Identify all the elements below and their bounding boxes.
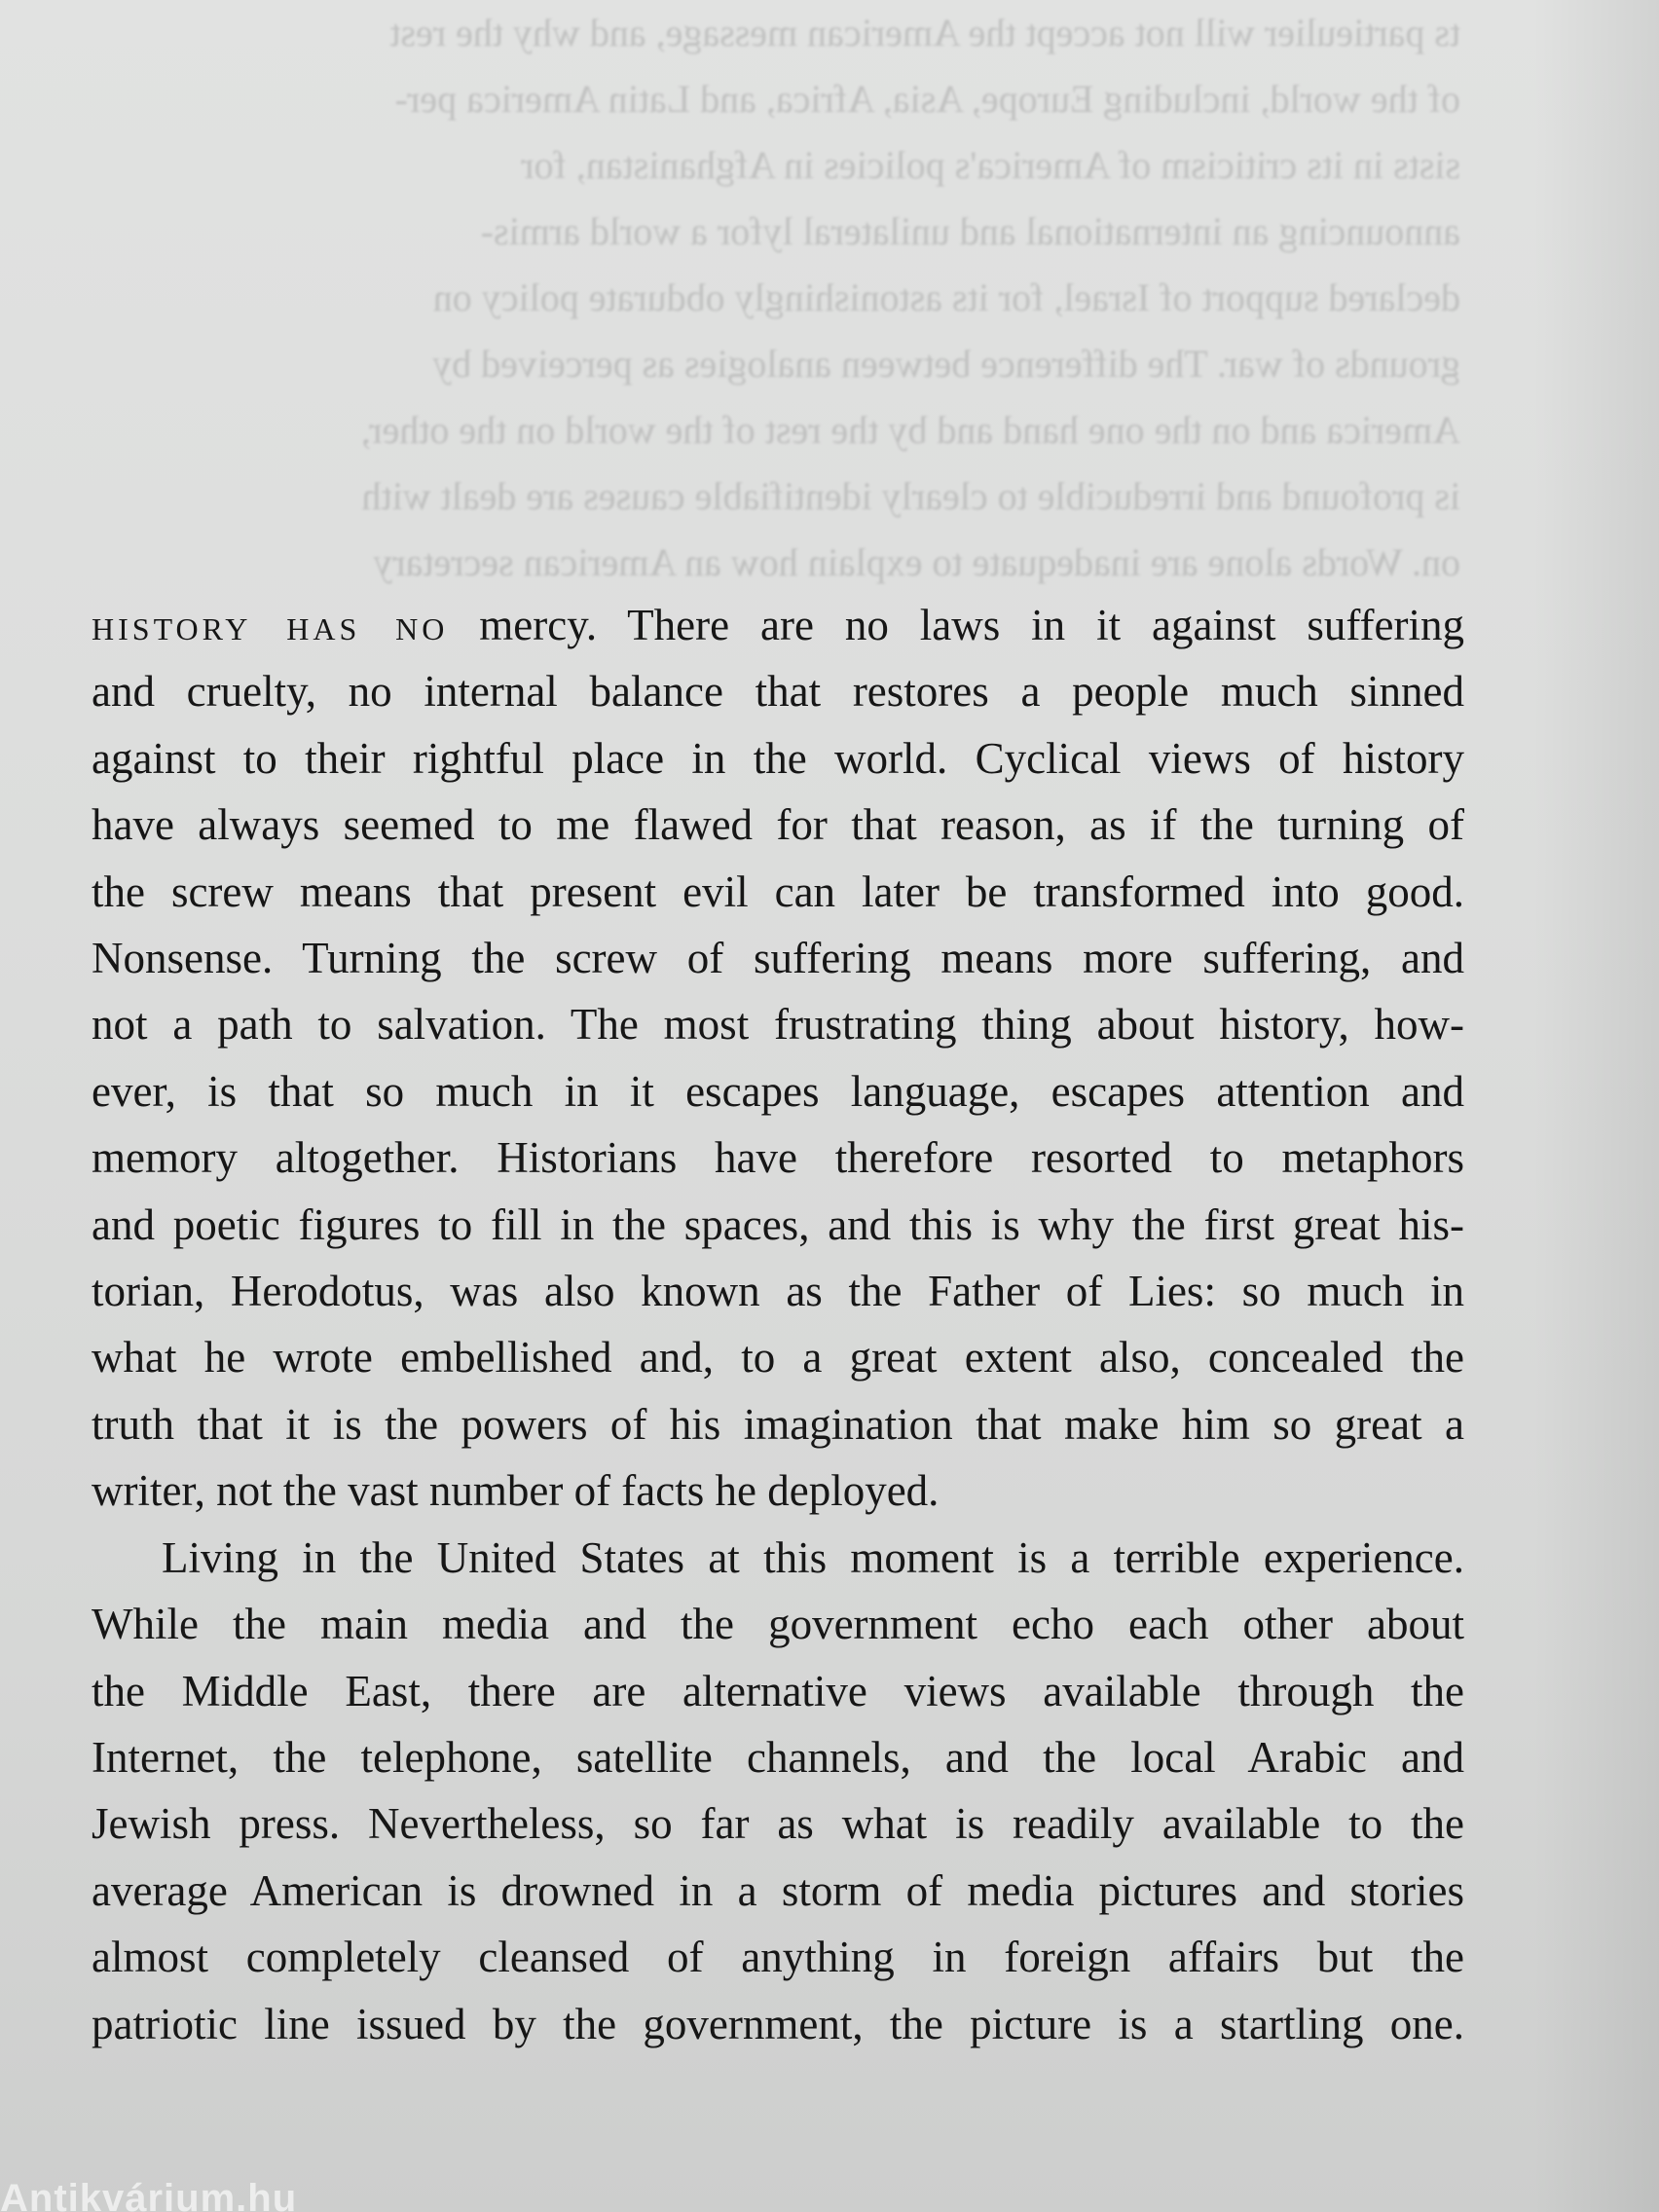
text-line: the screw means that present evil can later be transformed into good.: [92, 866, 1464, 916]
text-line: Living in the United States at this moment is a terrible experience.: [162, 1532, 1464, 1582]
text-line: ever, is that so much in it escapes language, escapes attention and: [92, 1066, 1464, 1116]
text-line-content: mercy. There are no laws in it against suffering: [448, 601, 1464, 649]
text-line: Nonsense. Turning the screw of suffering means more suffering, and: [92, 934, 1464, 983]
paragraph-united-states: [92, 1525, 1464, 2057]
bleed-through-line: announcing an international and unilateral lyfor a world armis-: [480, 209, 1460, 253]
text-line: and cruelty, no internal balance that restores a people much sinned: [92, 667, 1464, 717]
text-line: against to their rightful place in the world. Cyclical views of history: [92, 733, 1464, 783]
small-caps-lead: history has no: [92, 601, 449, 649]
bleed-through-line: grounds of war. The difference between analogies as perceived by: [432, 342, 1460, 386]
text-line: average American is drowned in a storm of media pictures and stories: [92, 1865, 1464, 1915]
text-line: and poetic figures to fill in the spaces, and this is why the first great his-: [92, 1199, 1464, 1249]
text-line: Internet, the telephone, satellite channels, and the local Arabic and: [92, 1732, 1464, 1782]
text-line: the Middle East, there are alternative views available through the: [92, 1666, 1464, 1715]
text-line: memory altogether. Historians have therefore resorted to metaphors: [92, 1133, 1464, 1183]
bleed-through-line: America and on the one hand and by the rest of the world on the other,: [360, 408, 1460, 452]
text-line: not a path to salvation. The most frustrating thing about history, how-: [92, 1000, 1464, 1050]
bleed-through-line: of the world, including Europe, Asia, Africa, and Latin America per-: [394, 77, 1460, 121]
bleed-through-line: is profound and irreducible to clearly identifiable causes are dealt with: [361, 474, 1460, 518]
body-text: [92, 592, 1464, 2057]
text-line: what he wrote embellished and, to a great extent also, concealed the: [92, 1333, 1464, 1382]
text-line: writer, not the vast number of facts he deployed.: [92, 1466, 940, 1516]
text-line: truth that it is the powers of his imagination that make him so great a: [92, 1399, 1464, 1449]
text-line: torian, Herodotus, was also known as the Father of Lies: so much in: [92, 1267, 1464, 1316]
bleed-through-line: on. Words alone are inadequate to explain how an American secretary: [373, 540, 1460, 584]
text-line: almost completely cleansed of anything in foreign affairs but the: [92, 1933, 1464, 1982]
bleed-through-text: [97, 0, 1460, 596]
text-line: While the main media and the government echo each other about: [92, 1600, 1464, 1649]
text-line: [92, 592, 1464, 658]
paragraph-history: [92, 592, 1464, 1525]
bleed-through-line: declared support of Israel, for its astonishingly obdurate policy on: [432, 276, 1460, 319]
bleed-through-line: ts partieulier will not accept the American message, and why the rest: [389, 11, 1460, 55]
bleed-through-line: sists in its criticism of America's policies in Afghanistan, for: [521, 143, 1460, 187]
text-line: patriotic line issued by the government, the picture is a startling one.: [92, 1999, 1464, 2048]
text-line: have always seemed to me flawed for that reason, as if the turning of: [92, 800, 1464, 850]
watermark: Antikvárium.hu: [0, 2177, 298, 2212]
text-line: Jewish press. Nevertheless, so far as what is readily available to the: [92, 1799, 1464, 1849]
